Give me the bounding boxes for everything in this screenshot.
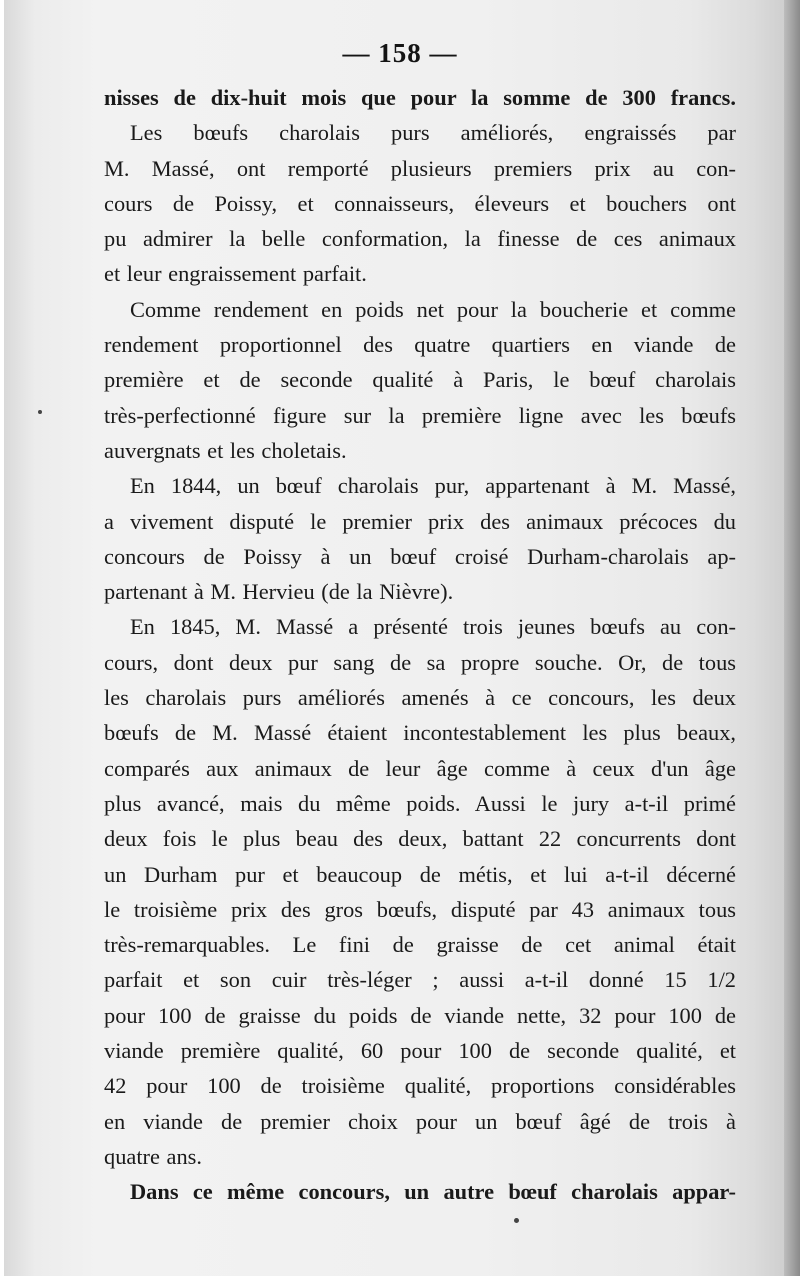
- text-line: deux fois le plus beau des deux, battant 22 concurrents dont: [104, 826, 736, 852]
- text-line: très-perfectionné figure sur la première ligne avec les bœufs: [104, 402, 736, 428]
- text-line: en viande de premier choix pour un bœuf âgé de trois à: [104, 1108, 736, 1134]
- text-line: 42 pour 100 de troisième qualité, proportions considérables: [104, 1073, 736, 1099]
- text-line: viande première qualité, 60 pour 100 de seconde qualité, et: [104, 1038, 736, 1064]
- text-line: nisses de dix-huit mois que pour la somme de 300 francs.: [104, 85, 736, 110]
- text-line: pour 100 de graisse du poids de viande nette, 32 pour 100 de: [104, 1002, 736, 1028]
- page-edge-shadow: [784, 0, 800, 1276]
- speck-mark: [514, 1218, 519, 1223]
- text-line: bœufs de M. Massé étaient incontestablement les plus beaux,: [104, 720, 736, 746]
- text-line: parfait et son cuir très-léger ; aussi a-t-il donné 15 1/2: [104, 967, 736, 993]
- text-line: partenant à M. Hervieu (de la Nièvre).: [104, 579, 454, 605]
- text-line: quatre ans.: [104, 1143, 202, 1169]
- text-line: un Durham pur et beaucoup de métis, et lui a-t-il décerné: [104, 861, 736, 887]
- text-line: Comme rendement en poids net pour la boucherie et comme: [130, 296, 736, 322]
- page-number: — 158 —: [342, 38, 458, 68]
- text-line: concours de Poissy à un bœuf croisé Durham-charolais ap-: [104, 543, 736, 569]
- body-text: [104, 80, 736, 1210]
- text-line: Dans ce même concours, un autre bœuf charolais appar-: [130, 1179, 736, 1205]
- text-line: le troisième prix des gros bœufs, disputé par 43 animaux tous: [104, 896, 736, 922]
- text-line: cours de Poissy, et connaisseurs, éleveurs et bouchers ont: [104, 190, 736, 216]
- text-line: a vivement disputé le premier prix des animaux précoces du: [104, 508, 736, 534]
- text-line: cours, dont deux pur sang de sa propre souche. Or, de tous: [104, 649, 736, 675]
- text-line: les charolais purs améliorés amenés à ce concours, les deux: [104, 685, 736, 711]
- text-line: Les bœufs charolais purs améliorés, engraissés par: [130, 120, 736, 146]
- text-line: et leur engraissement parfait.: [104, 261, 367, 287]
- text-line: première et de seconde qualité à Paris, le bœuf charolais: [104, 367, 736, 393]
- text-line: pu admirer la belle conformation, la finesse de ces animaux: [104, 226, 736, 252]
- text-line: comparés aux animaux de leur âge comme à ceux d'un âge: [104, 755, 736, 781]
- speck-mark: [38, 410, 42, 414]
- text-line: En 1844, un bœuf charolais pur, appartenant à M. Massé,: [130, 473, 736, 499]
- text-line: rendement proportionnel des quatre quartiers en viande de: [104, 332, 736, 358]
- text-line: En 1845, M. Massé a présenté trois jeunes bœufs au con-: [130, 614, 736, 640]
- text-line: auvergnats et les choletais.: [104, 437, 347, 463]
- text-line: plus avancé, mais du même poids. Aussi le jury a-t-il primé: [104, 790, 736, 816]
- text-line: très-remarquables. Le fini de graisse de cet animal était: [104, 932, 736, 958]
- text-line: M. Massé, ont remporté plusieurs premiers prix au con-: [104, 155, 736, 181]
